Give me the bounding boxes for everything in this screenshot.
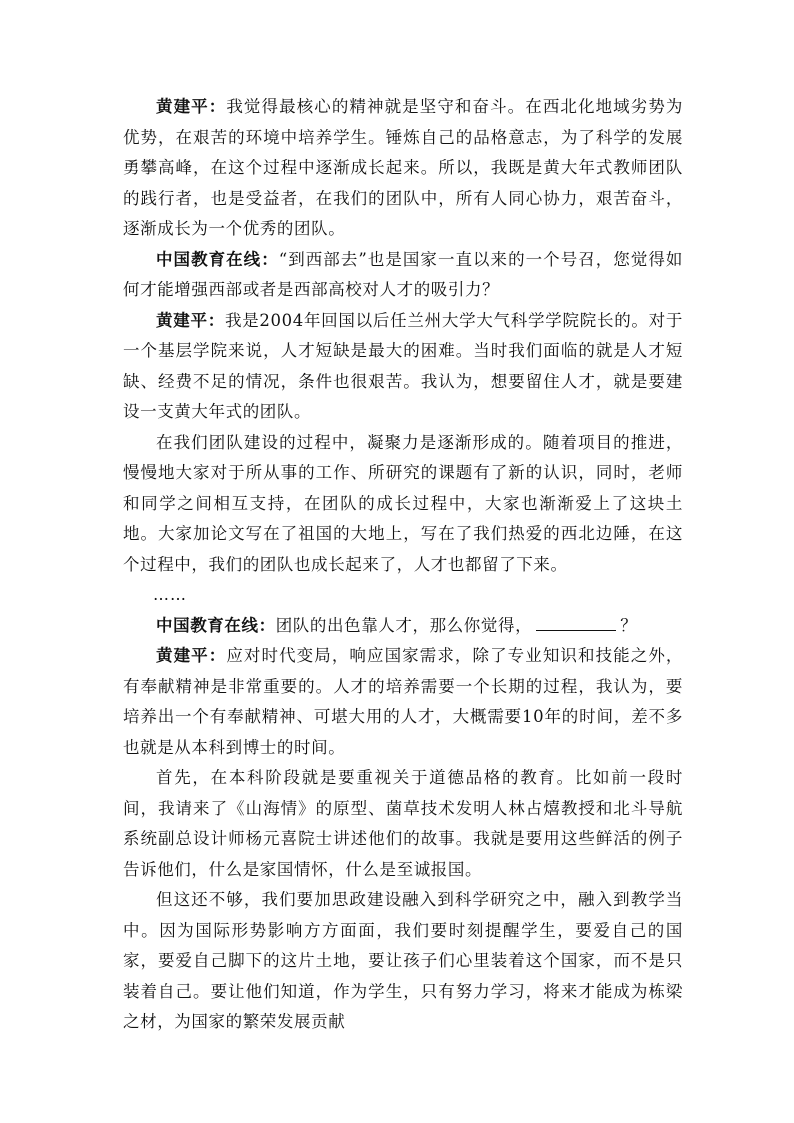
paragraph-2 [123,245,683,306]
fill-in-blank[interactable] [536,614,616,631]
question-paragraph [123,611,683,642]
paragraph-3 [123,306,683,428]
ellipsis: …… [153,585,187,604]
paragraph-text: 我觉得最核心的精神就是坚守和奋斗。在西北化地域劣势为优势，在艰苦的环境中培养学生。锤炼自己的品格意志，为了科学的发展勇攀高峰，在这个过程中逐渐成长起来。所以，我既是黄大年式教师团队的践行者，也是受益者，在我们的团队中，所有人同心协力，艰苦奋斗，逐渐成长为一个优秀的团队。 [123,97,683,238]
speaker-label: 黄建平： [156,310,225,330]
paragraph-6 [123,763,683,885]
paragraph-text: 首先，在本科阶段就是要重视关于道德品格的教育。比如前一段时间，我请来了《山海情》的原型、菌草技术发明人林占熺教授和北斗导航系统副总设计师杨元喜院士讲述他们的故事。我就是要用这些鲜活的例子告诉他们，什么是家国情怀，什么是至诚报国。 [123,768,683,879]
question-mark: ？ [620,615,638,635]
speaker-label: 黄建平： [156,97,227,116]
paragraph-text: 我是2004年回国以后任兰州大学大气科学学院院长的。对于一个基层学院来说，人才短缺是最大的困难。当时我们面临的就是人才短缺、经费不足的情况，条件也很艰苦。我认为，想要留住人才，就是要建设一支黄大年式的团队。 [123,310,683,421]
paragraph-5 [123,641,683,763]
paragraph-text: 但这还不够，我们要加思政建设融入到科学研究之中，融入到教学当中。因为国际形势影响方方面面，我们要时刻提醒学生，要爱自己的国家，要爱自己脚下的这片土地，要让孩子们心里装着这个国家，而不是只装着自己。要让他们知道，作为学生，只有努力学习，将来才能成为栋梁之材，为国家的繁荣发展贡献 [123,890,683,1031]
paragraph-text: 应对时代变局，响应国家需求，除了专业知识和技能之外，有奉献精神是非常重要的。人才的培养需要一个长期的过程，我认为，要培养出一个有奉献精神、可堪大用的人才，大概需要10年的时间，差不多也就是从本科到博士的时间。 [123,646,683,757]
paragraph-text: “到西部去”也是国家一直以来的一个号召，您觉得如何才能增强西部或者是西部高校对人才的吸引力？ [123,249,683,299]
question-text: 团队的出色靠人才，那么你觉得， [275,615,533,635]
speaker-label: 黄建平： [156,646,227,665]
paragraph-7 [123,885,683,1038]
paragraph-1 [123,92,683,245]
document-page [123,92,683,1038]
speaker-label: 中国教育在线： [156,249,279,269]
paragraph-4 [123,428,683,581]
speaker-label: 中国教育在线： [156,615,276,635]
paragraph-text: 在我们团队建设的过程中，凝聚力是逐渐形成的。随着项目的推进，慢慢地大家对于所从事的工作、所研究的课题有了新的认识，同时，老师和同学之间相互支持，在团队的成长过程中，大家也渐渐爱上了这块土地。大家加论文写在了祖国的大地上，写在了我们热爱的西北边陲，在这个过程中，我们的团队也成长起来了，人才也都留了下来。 [123,432,683,574]
